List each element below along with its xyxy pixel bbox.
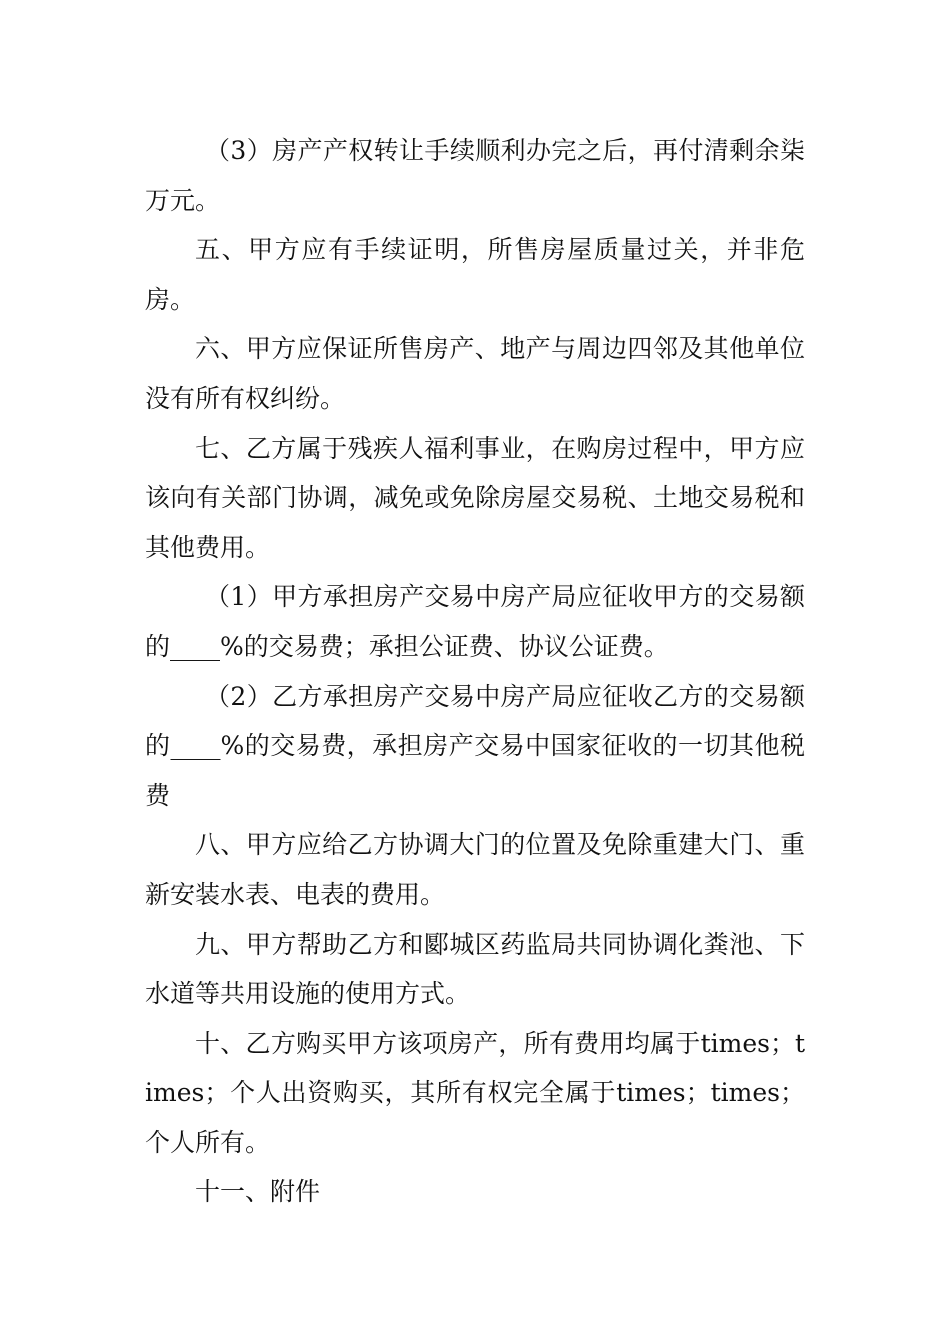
clause-7-2: （2）乙方承担房产交易中房产局应征收乙方的交易额的____%的交易费，承担房产交易中国家征收的一切其他税费 (145, 681, 805, 810)
clause-7-1: （1）甲方承担房产交易中房产局应征收甲方的交易额的____%的交易费；承担公证费、协议公证费。 (145, 582, 805, 661)
clause-11-attachments: 十一、附件 (195, 1177, 321, 1207)
clause-6: 六、甲方应保证所售房产、地产与周边四邻及其他单位没有所有权纠纷。 (145, 334, 805, 413)
document-body (145, 126, 805, 1217)
clause-5: 五、甲方应有手续证明，所售房屋质量过关，并非危房。 (145, 235, 805, 314)
clause-10: 十、乙方购买甲方该项房产，所有费用均属于times；times；个人出资购买，其所有权完全属于times；times；个人所有。 (145, 1028, 805, 1157)
clause-8: 八、甲方应给乙方协调大门的位置及免除重建大门、重新安装水表、电表的费用。 (145, 830, 805, 909)
clause-payment-3: （3）房产产权转让手续顺利办完之后，再付清剩余柒万元。 (145, 136, 805, 215)
clause-7: 七、乙方属于残疾人福利事业，在购房过程中，甲方应该向有关部门协调，减免或免除房屋交易税、土地交易税和其他费用。 (145, 433, 805, 562)
clause-9: 九、甲方帮助乙方和郾城区药监局共同协调化粪池、下水道等共用设施的使用方式。 (145, 929, 805, 1009)
